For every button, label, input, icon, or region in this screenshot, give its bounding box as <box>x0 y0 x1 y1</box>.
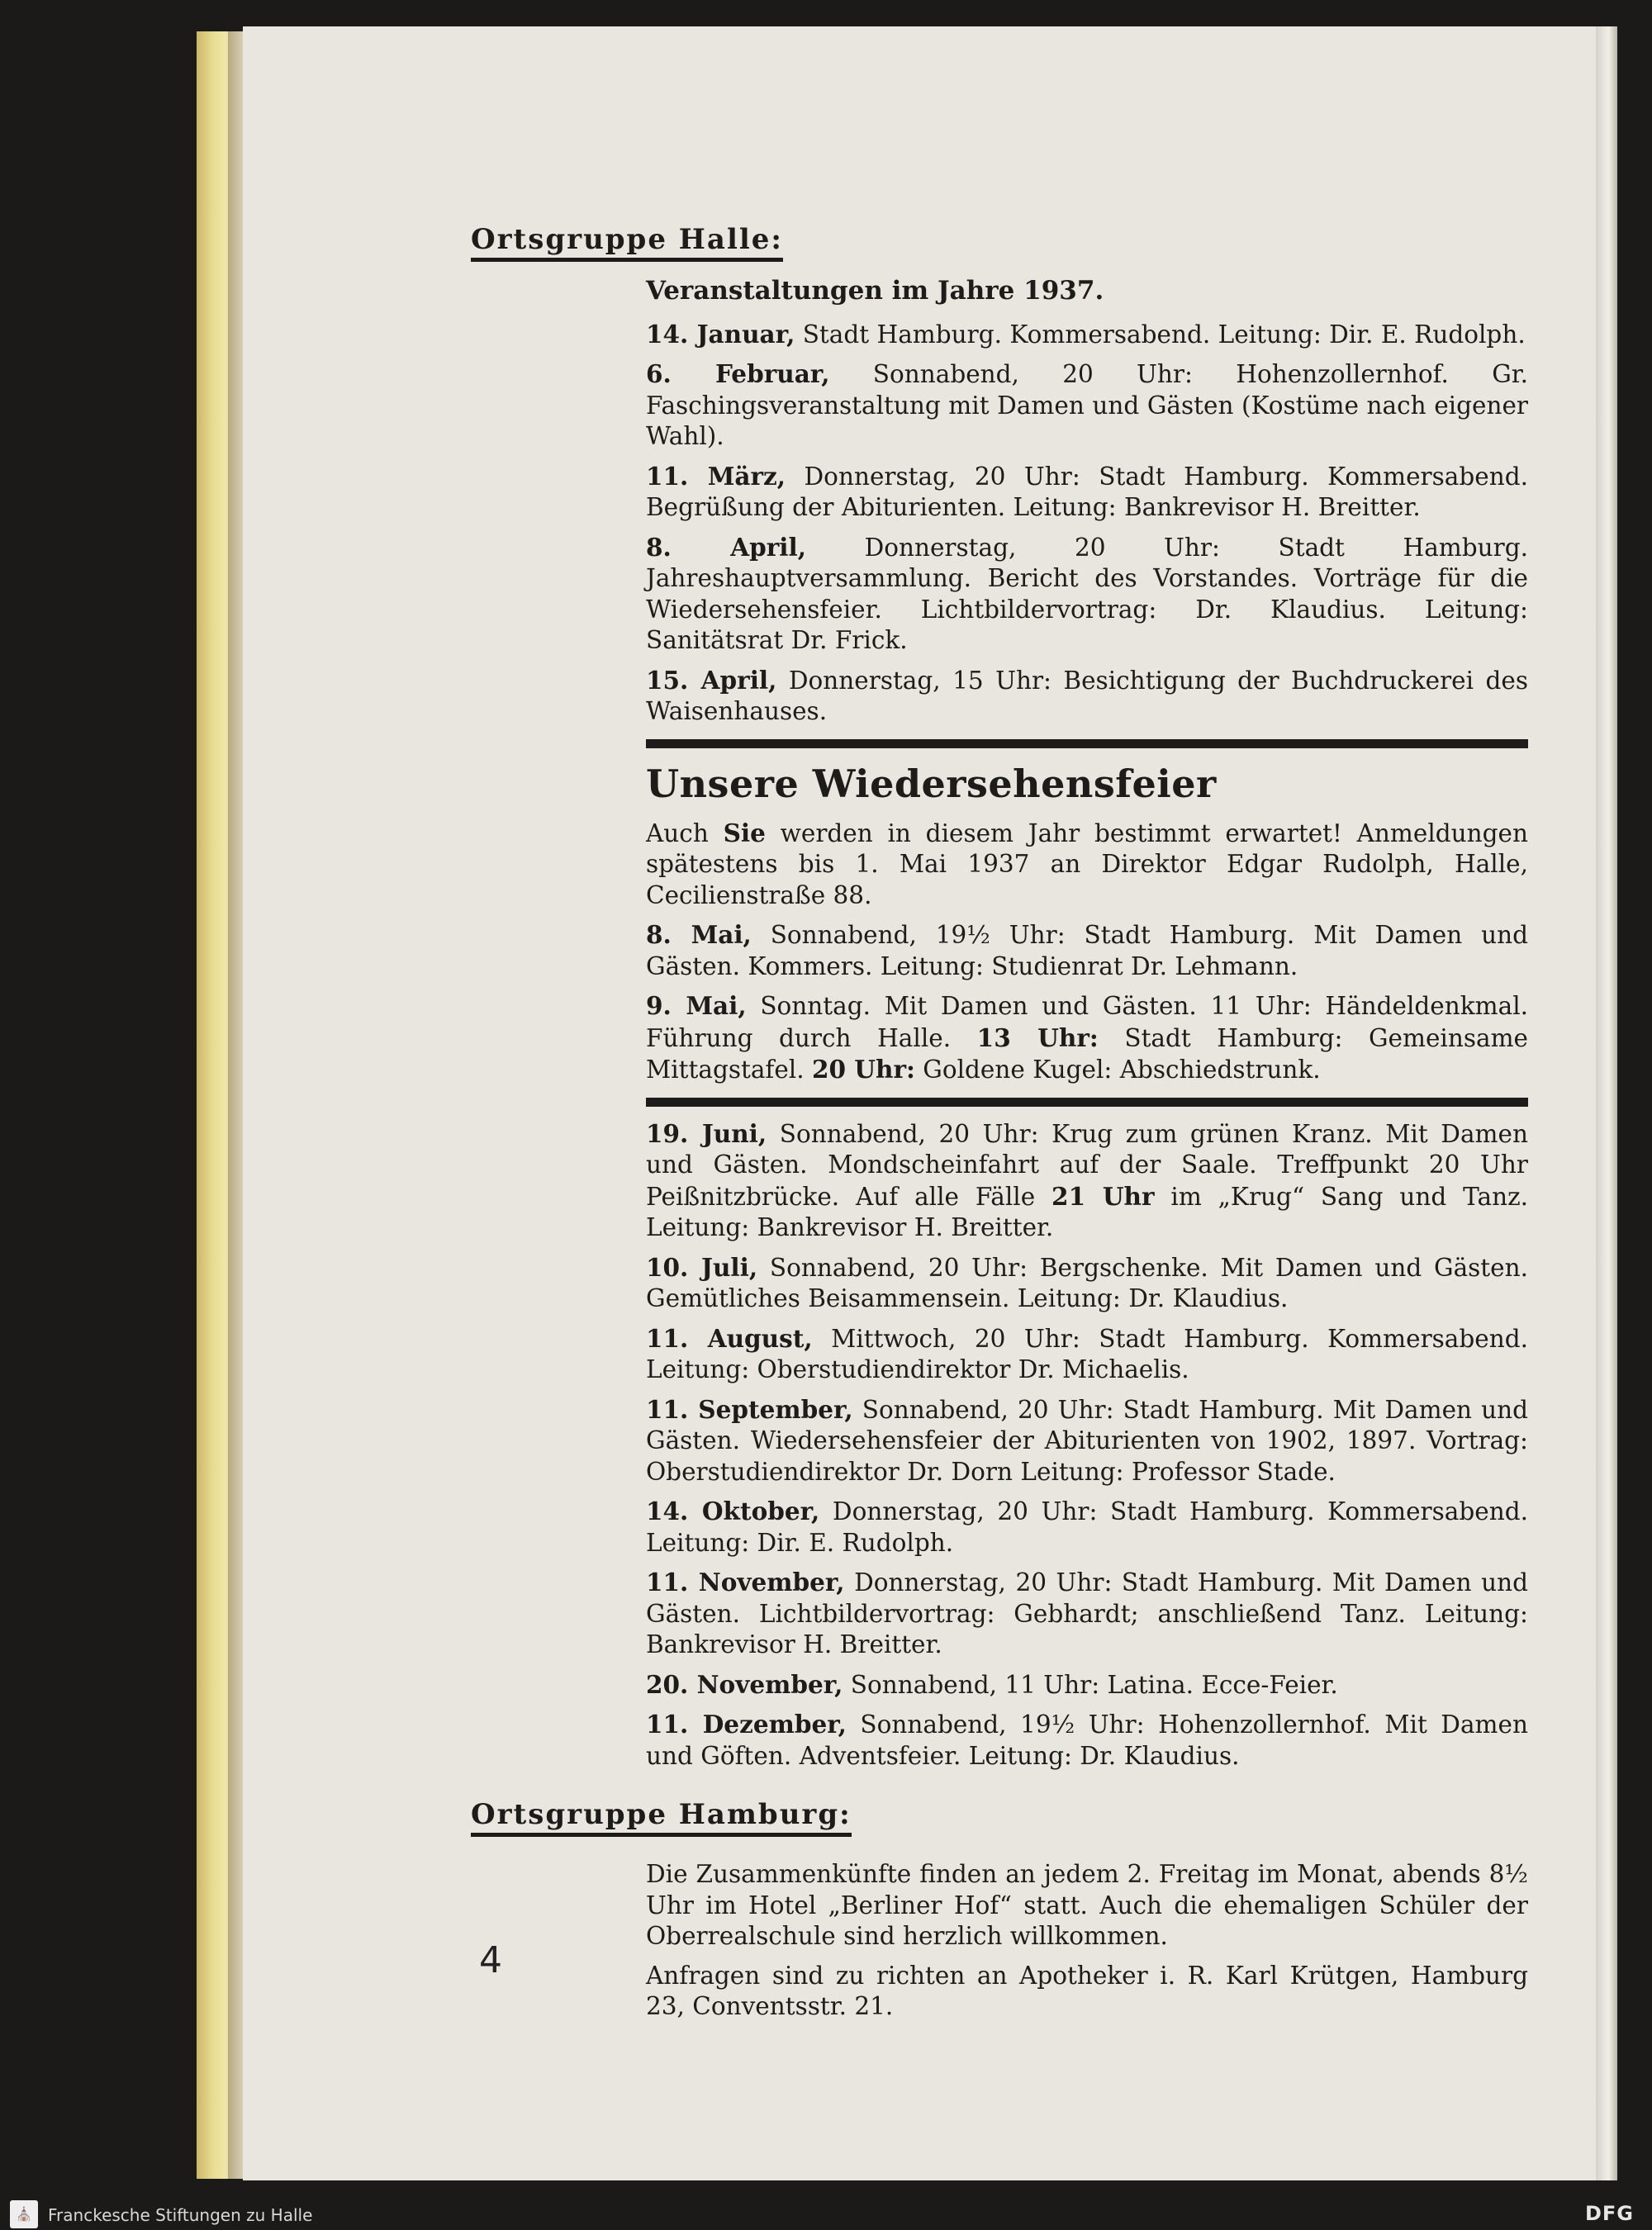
event-text: Sonnabend, 19½ Uhr: Hohenzollernhof. Mit Damen und Göften. Adventsfeier. Leitung: Dr. Klaudius. <box>646 1710 1528 1770</box>
page-edge <box>1596 26 1617 2180</box>
event-entry: 19. Juni, Sonnabend, 20 Uhr: Krug zum grünen Kranz. Mit Damen und Gästen. Mondscheinfahrt auf der Saale. Treffpunkt 20 Uhr Peißnitzbrücke. Auf alle Fälle 21 Uhr im „Krug“ Sang und Tanz. Leitung: Bankrevisor H. Breitter. <box>646 1118 1528 1241</box>
divider-rule <box>646 1098 1528 1107</box>
event-date: 20. November, <box>646 1669 843 1699</box>
event-date: 14. Oktober, <box>646 1497 820 1525</box>
event-date: 11. Dezember, <box>646 1710 847 1739</box>
event-entry <box>646 358 1528 453</box>
event-date: 11. November, <box>646 1568 845 1597</box>
events-section-title: Veranstaltungen im Jahre 1937. <box>646 276 1104 306</box>
event-entry <box>646 1496 1528 1559</box>
institution-logo-icon: ⛪ <box>10 2200 38 2228</box>
hamburg-column <box>646 1859 1528 2023</box>
event-date: 10. Juli, <box>646 1252 758 1282</box>
event-text: Mittwoch, 20 Uhr: Stadt Hamburg. Kommersabend. Leitung: Oberstudiendirektor Dr. Michaelis. <box>646 1324 1528 1383</box>
wiedersehen-intro: Auch Sie werden in diesem Jahr bestimmt erwartet! Anmeldungen spätestens bis 1. Mai 1937 an Direktor Edgar Rudolph, Halle, Cecilienstraße 88. <box>646 818 1529 909</box>
event-text: Stadt Hamburg. Kommersabend. Leitung: Dir. E. Rudolph. <box>795 320 1526 349</box>
event-text: Sonnabend, 20 Uhr: Stadt Hamburg. Mit Damen und Gästen. Wiedersehensfeier der Abiturienten von 1902, 1897. Vortrag: Oberstudiendirektor Dr. Dorn Leitung: Professor Stade. <box>646 1395 1528 1486</box>
event-entry <box>646 461 1528 524</box>
event-entry <box>646 1252 1528 1315</box>
event-entry <box>646 1669 1528 1701</box>
event-entry <box>646 919 1528 982</box>
event-date: 8. Mai, <box>646 920 752 949</box>
event-entry <box>646 319 1528 351</box>
event-entry: 9. Mai, Sonntag. Mit Damen und Gästen. 11 Uhr: Händeldenkmal. Führung durch Halle. 13 Uhr: Stadt Hamburg: Gemeinsame Mittagstafel. 20 Uhr: Goldene Kugel: Abschiedstrunk. <box>646 991 1529 1084</box>
event-date: 19. Juni, <box>646 1118 767 1148</box>
event-date: 11. August, <box>646 1323 813 1353</box>
event-entry <box>646 1323 1528 1386</box>
event-text: Sonnabend, 20 Uhr: Hohenzollernhof. Gr. Faschingsveranstaltung mit Damen und Gästen (Kostüme nach eigener Wahl). <box>646 360 1528 450</box>
event-text: Donnerstag, 20 Uhr: Stadt Hamburg. Mit Damen und Gästen. Lichtbildervortrag: Gebhardt; anschließend Tanz. Leitung: Bankrevisor H. Breitter. <box>646 1568 1529 1658</box>
halle-group-heading: Ortsgruppe Halle: <box>471 223 1528 256</box>
hamburg-group-heading: Ortsgruppe Hamburg: <box>471 1798 1528 1831</box>
event-text: Sonnabend, 19½ Uhr: Stadt Hamburg. Mit Damen und Gästen. Kommers. Leitung: Studienrat Dr. Lehmann. <box>646 921 1528 980</box>
halle-column <box>646 276 1528 1772</box>
page-content <box>471 223 1528 2031</box>
event-entry <box>646 1709 1528 1772</box>
wiedersehensfeier-title: Unsere Wiedersehensfeier <box>646 761 1217 806</box>
divider-rule <box>646 739 1528 748</box>
event-text: Donnerstag, 15 Uhr: Besichtigung der Buchdruckerei des Waisenhauses. <box>646 666 1528 725</box>
page-number: 4 <box>479 1939 502 1981</box>
event-entry <box>646 1567 1528 1661</box>
event-text: Sonnabend, 11 Uhr: Latina. Ecce-Feier. <box>843 1670 1338 1699</box>
event-date: 9. Mai, <box>646 991 747 1020</box>
event-text: Donnerstag, 20 Uhr: Stadt Hamburg. Kommersabend. Begrüßung der Abiturienten. Leitung: Bankrevisor H. Breitter. <box>646 462 1528 521</box>
event-text: Donnerstag, 20 Uhr: Stadt Hamburg. Jahreshauptversammlung. Bericht des Vorstandes. Vorträge für die Wiedersehensfeier. Lichtbildervortrag: Dr. Klaudius. Leitung: Sanitätsrat Dr. Frick. <box>646 533 1528 654</box>
hamburg-paragraph: Die Zusammenkünfte finden an jedem 2. Freitag im Monat, abends 8½ Uhr im Hotel „Berliner Hof“ statt. Auch die ehemaligen Schüler der Oberrealschule sind herzlich willkommen. <box>646 1860 1528 1950</box>
event-date: 11. März, <box>646 461 786 491</box>
event-date: 15. April, <box>646 665 777 695</box>
viewer-footer <box>0 2197 1652 2230</box>
event-text: Sonnabend, 20 Uhr: Bergschenke. Mit Damen und Gästen. Gemütliches Beisammensein. Leitung: Dr. Klaudius. <box>646 1253 1528 1312</box>
event-text: Donnerstag, 20 Uhr: Stadt Hamburg. Kommersabend. Leitung: Dir. E. Rudolph. <box>646 1497 1528 1557</box>
hamburg-paragraph: Anfragen sind zu richten an Apotheker i. R. Karl Krütgen, Hamburg 23, Conventsstr. 21. <box>646 1961 1528 2020</box>
event-entry <box>646 665 1528 728</box>
institution-name: Franckesche Stiftungen zu Halle <box>48 2205 313 2225</box>
event-entry <box>646 532 1528 657</box>
event-date: 6. Februar, <box>646 359 830 388</box>
event-entry <box>646 1394 1528 1488</box>
dfg-logo: DFG <box>1584 2202 1634 2225</box>
event-date: 11. September, <box>646 1394 853 1424</box>
event-date: 14. Januar, <box>646 319 795 349</box>
event-date: 8. April, <box>646 532 806 562</box>
